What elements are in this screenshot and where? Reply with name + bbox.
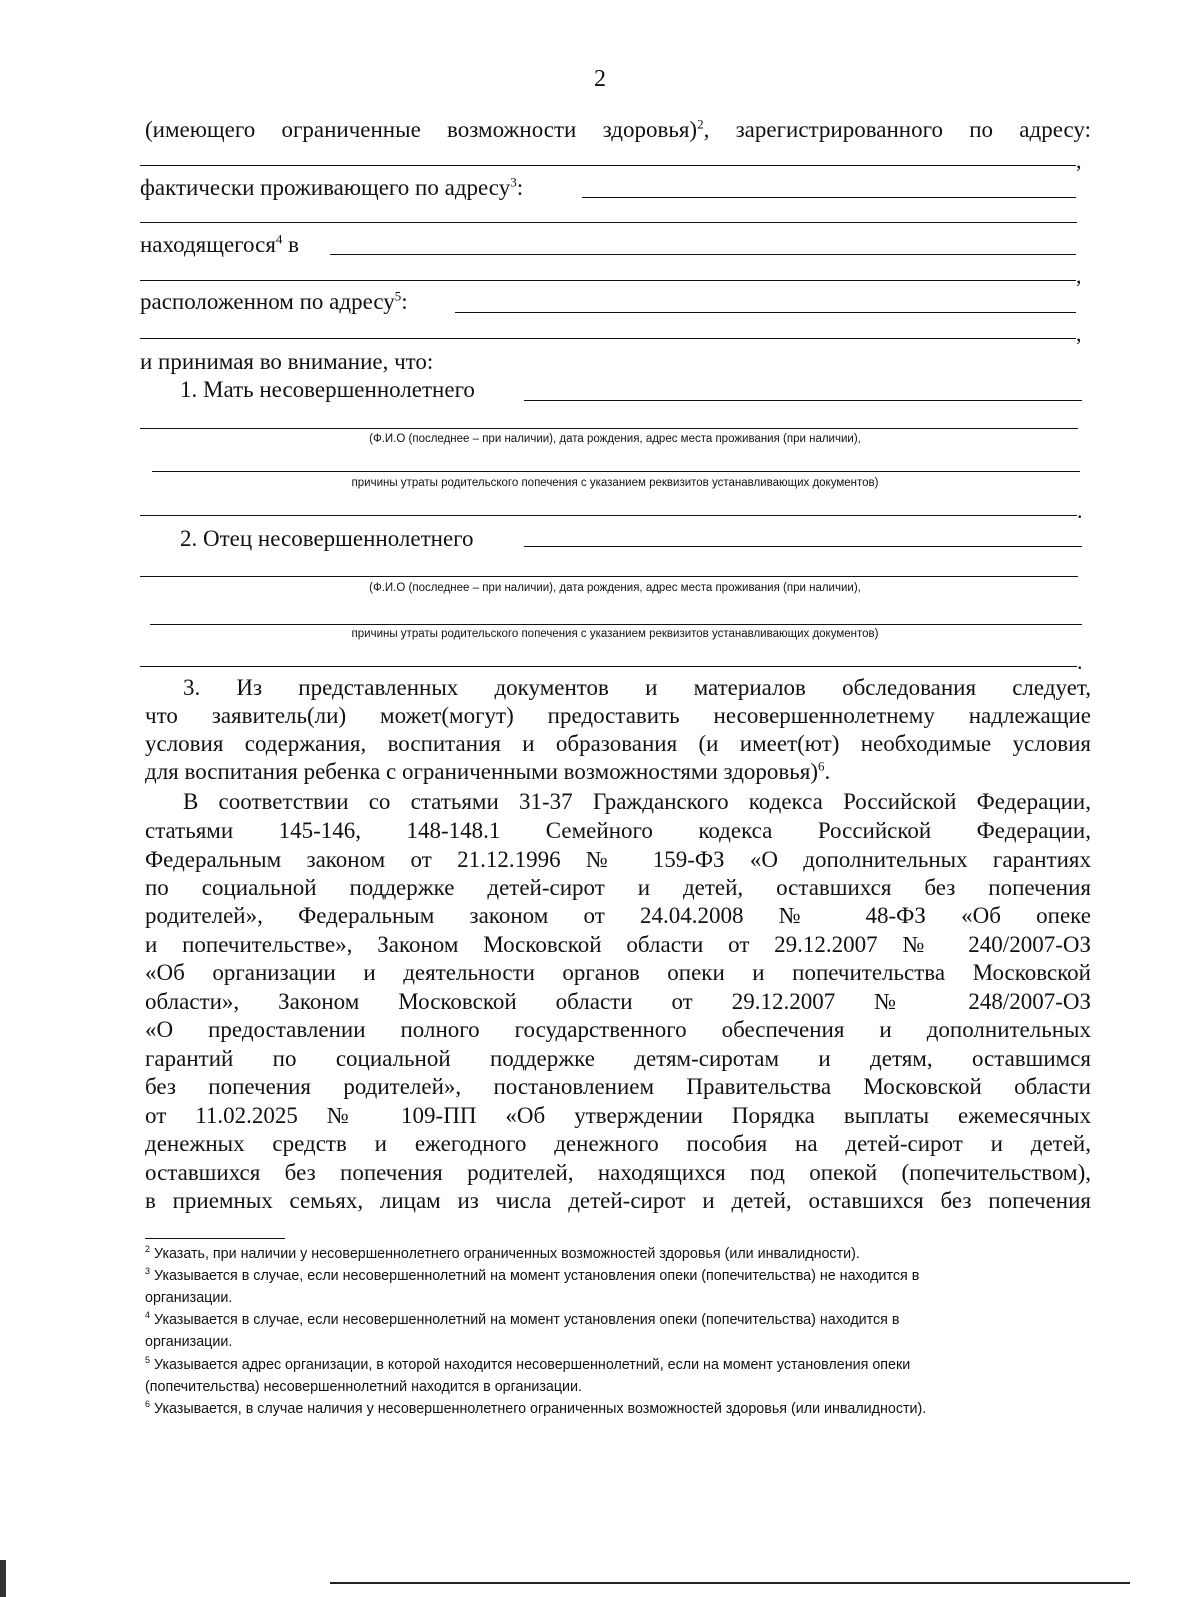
located-tail: в	[282, 232, 300, 257]
org-address-colon: :	[401, 289, 408, 314]
father-caption-1: (Ф.И.О (последнее – при наличии), дата рождения, адрес места проживания (при наличии),	[369, 582, 861, 594]
paragraph-3-line: условия содержания, воспитания и образования (и имеет(ют) необходимые условия	[145, 731, 1091, 756]
period-mark: .	[1077, 498, 1083, 523]
footnote-2	[145, 1244, 1095, 1266]
legal-basis-line: области», Законом Московской области от 29.12.2007 № 248/2007-ОЗ	[145, 989, 1091, 1014]
legal-basis-line: от 11.02.2025 № 109-ПП «Об утверждении Порядка выплаты ежемесячных	[145, 1103, 1091, 1128]
footnote-number: 4	[145, 1310, 151, 1321]
mother-field[interactable]	[524, 400, 1082, 401]
page-number: 2	[594, 66, 606, 92]
mother-field-line-2[interactable]	[140, 428, 1078, 429]
footnote-number: 2	[145, 1244, 151, 1255]
legal-basis-line: родителей», Федеральным законом от 24.04.2008 № 48-ФЗ «Об опеке	[145, 903, 1091, 928]
footnote-6	[145, 1399, 1095, 1421]
actual-address-colon: :	[516, 175, 524, 200]
footnote-text: Указывается в случае, если несовершеннолетний на момент установления опеки (попечительства) не находится в	[154, 1268, 920, 1284]
mother-caption-1: (Ф.И.О (последнее – при наличии), дата рождения, адрес места проживания (при наличии),	[369, 433, 861, 445]
father-field-line-3[interactable]	[150, 624, 1082, 625]
footnote-text: Указывается адрес организации, в которой находится несовершеннолетний, если на момент установления опеки	[154, 1357, 911, 1373]
father-field-line-4[interactable]	[140, 666, 1077, 667]
legal-basis-line: оставшихся без попечения родителей, находящихся под опекой (попечительством),	[145, 1160, 1091, 1185]
paragraph-3-text: для воспитания ребенка с ограниченными возможностями здоровья)	[145, 759, 819, 784]
registered-address-field[interactable]	[140, 165, 1076, 166]
org-address-label	[140, 288, 408, 316]
organization-field-line-2[interactable]	[140, 280, 1076, 281]
scan-edge-mark	[0, 1560, 6, 1597]
footnote-4	[145, 1310, 1095, 1332]
legal-basis-line: в приемных семьях, лицам из числа детей-сирот и детей, оставшихся без попечения	[145, 1188, 1091, 1213]
mother-label: 1. Мать несовершеннолетнего	[180, 377, 475, 402]
footnote-ref-2: 2	[697, 116, 704, 132]
comma-mark: ,	[1076, 148, 1082, 173]
footnote-separator	[145, 1238, 285, 1239]
footnote-5	[145, 1355, 1095, 1377]
footnote-5-cont: (попечительства) несовершеннолетний находится в организации.	[145, 1379, 582, 1395]
footnote-number: 5	[145, 1355, 151, 1366]
mother-field-line-3[interactable]	[152, 471, 1080, 472]
footnote-ref-4: 4	[275, 231, 283, 247]
footnote-3-cont: организации.	[145, 1290, 233, 1306]
paragraph-3-end: .	[824, 759, 831, 784]
considering-text: и принимая во внимание, что:	[140, 349, 434, 374]
father-field[interactable]	[524, 546, 1082, 547]
legal-basis-line: по социальной поддержке детей-сирот и детей, оставшихся без попечения	[145, 875, 1091, 900]
scan-edge-line	[330, 1582, 1130, 1584]
actual-address-text: фактически проживающего по адресу	[140, 175, 511, 200]
father-caption-2: причины утраты родительского попечения с указанием реквизитов устанавливающих документов)	[351, 628, 879, 640]
paragraph-3-last-line	[145, 758, 1091, 787]
org-address-text: расположенном по адресу	[140, 289, 395, 314]
footnote-4-cont: организации.	[145, 1334, 233, 1350]
paragraph-3-line: что заявитель(ли) может(могут) предоставить несовершеннолетнему надлежащие	[145, 703, 1091, 728]
footnote-text: Указывается в случае, если несовершеннолетний на момент установления опеки (попечительства) находится в	[154, 1312, 900, 1328]
legal-basis-line: Федеральным законом от 21.12.1996 № 159-ФЗ «О дополнительных гарантиях	[145, 847, 1091, 872]
father-field-line-2[interactable]	[140, 576, 1078, 577]
comma-mark: ,	[1076, 321, 1082, 346]
org-address-field[interactable]	[455, 312, 1076, 313]
legal-basis-line: «О предоставлении полного государственного обеспечения и дополнительных	[145, 1017, 1091, 1042]
organization-field[interactable]	[330, 254, 1076, 255]
footnote-number: 6	[145, 1399, 151, 1410]
actual-address-field[interactable]	[582, 197, 1076, 198]
mother-caption-2: причины утраты родительского попечения с указанием реквизитов устанавливающих документов)	[351, 477, 879, 489]
legal-basis-line: статьями 145-146, 148-148.1 Семейного кодекса Российской Федерации,	[145, 818, 1091, 843]
footnote-ref-3: 3	[510, 174, 517, 190]
legal-basis-line: без попечения родителей», постановлением Правительства Московской области	[145, 1074, 1091, 1099]
legal-basis-line: и попечительстве», Законом Московской области от 29.12.2007 № 240/2007-ОЗ	[145, 932, 1091, 957]
actual-address-label	[140, 174, 523, 202]
comma-mark: ,	[1076, 263, 1082, 288]
legal-basis-line: В соответствии со статьями 31-37 Гражданского кодекса Российской Федерации,	[183, 789, 1091, 814]
footnote-text: Указывается, в случае наличия у несовершеннолетнего ограниченных возможностей здоровья (или инвалидности).	[154, 1401, 927, 1417]
legal-basis-line: денежных средств и ежегодного денежного пособия на детей-сирот и детей,	[145, 1131, 1091, 1156]
intro-line-1-tail: , зарегистрированного по адресу:	[703, 117, 1091, 142]
located-text: находящегося	[140, 232, 276, 257]
father-label: 2. Отец несовершеннолетнего	[180, 526, 474, 551]
legal-basis-line: «Об организации и деятельности органов опеки и попечительства Московской	[145, 960, 1091, 985]
intro-line-1	[145, 116, 1091, 145]
footnote-text: Указать, при наличии у несовершеннолетнего ограниченных возможностей здоровья (или инвалидности).	[154, 1246, 860, 1262]
paragraph-3-line: 3. Из представленных документов и материалов обследования следует,	[183, 675, 1091, 700]
intro-line-1-text: (имеющего ограниченные возможности здоровья)	[145, 117, 698, 142]
located-label	[140, 231, 299, 259]
org-address-field-line-2[interactable]	[140, 338, 1076, 339]
actual-address-field-line-2[interactable]	[140, 222, 1077, 223]
footnote-ref-5: 5	[394, 288, 402, 304]
legal-basis-line: гарантий по социальной поддержке детям-сиротам и детям, оставшимся	[145, 1046, 1091, 1071]
period-mark: .	[1077, 649, 1083, 674]
footnote-3	[145, 1266, 1095, 1288]
footnote-ref-6: 6	[818, 758, 825, 774]
mother-field-line-4[interactable]	[140, 515, 1077, 516]
footnote-number: 3	[145, 1266, 151, 1277]
